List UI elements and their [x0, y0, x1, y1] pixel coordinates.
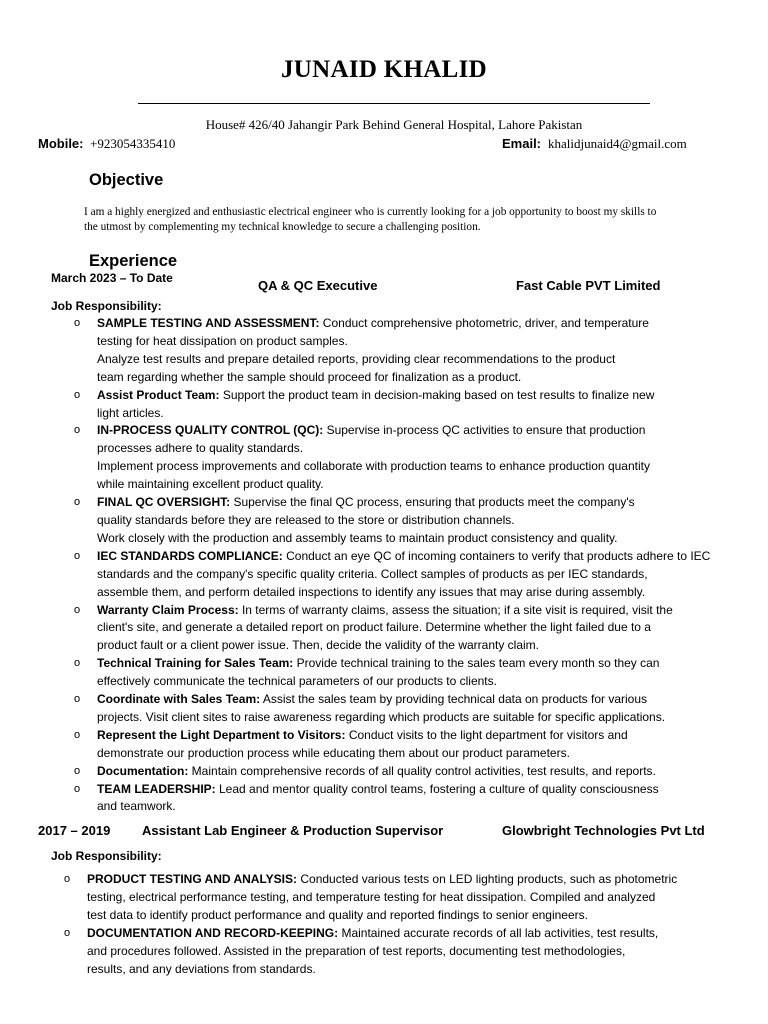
list-item — [64, 925, 757, 979]
list-item-lead: Represent the Light Department to Visitors: — [97, 727, 346, 742]
list-item-line — [97, 763, 757, 781]
address: House# 426/40 Jahangir Park Behind General Hospital, Lahore Pakistan — [205, 117, 583, 132]
candidate-name: JUNAID KHALID — [281, 56, 487, 83]
list-item — [74, 691, 757, 727]
list-item-text: Support the product team in decision-making based on test results to finalize new — [219, 387, 655, 402]
list-item-text: Maintain comprehensive records of all quality control activities, test results, and reports. — [188, 763, 656, 778]
list-item-line: Work closely with the production and assembly teams to maintain product consistency and quality. — [97, 530, 618, 545]
list-item-line — [97, 691, 757, 709]
list-item-line: projects. Visit client sites to raise awareness regarding which products are suitable for specific applications. — [97, 709, 666, 724]
list-item-line: quality standards before they are released to the store or distribution channels. — [97, 512, 515, 527]
list-item-line — [97, 602, 757, 620]
bullet-icon: o — [74, 693, 81, 706]
bullet-icon: o — [74, 657, 81, 670]
list-item-lead: Warranty Claim Process: — [97, 602, 239, 617]
job1-company: Fast Cable PVT Limited — [516, 278, 661, 293]
job2-responsibilities — [64, 871, 757, 978]
email-label: Email: — [502, 136, 542, 151]
list-item-line: effectively communicate the technical parameters of our products to clients. — [97, 674, 497, 689]
list-item-line: and teamwork. — [97, 799, 176, 814]
bullet-icon: o — [74, 388, 81, 401]
list-item-line: product fault or a client power issue. Then, decide the validity of the warranty claim. — [97, 638, 540, 653]
list-item-lead: TEAM LEADERSHIP: — [97, 781, 216, 796]
bullet-icon: o — [74, 603, 81, 616]
list-item-text: Supervise the final QC process, ensuring that products meet the company's — [230, 495, 635, 510]
list-item-line: and procedures followed. Assisted in the preparation of test reports, documenting test methodologies, — [87, 943, 626, 958]
list-item — [74, 494, 757, 548]
list-item-line — [87, 871, 757, 889]
list-item-line — [97, 422, 757, 440]
bullet-icon: o — [64, 873, 71, 885]
list-item-line — [97, 727, 757, 745]
list-item-line: while maintaining excellent product quality. — [97, 477, 324, 492]
list-item — [74, 727, 757, 763]
list-item-lead: IN-PROCESS QUALITY CONTROL (QC): — [97, 423, 324, 438]
list-item-line: testing for heat dissipation on product samples. — [97, 333, 348, 348]
list-item-line: Analyze test results and prepare detailed reports, providing clear recommendations to the product — [97, 351, 616, 366]
list-item-text: Provide technical training to the sales team every month so they can — [293, 656, 660, 671]
experience-heading: Experience — [89, 252, 178, 270]
list-item-line: client's site, and generate a detailed report on product failure. Determine whether the light failed due to a — [97, 620, 651, 635]
list-item-line — [97, 781, 757, 799]
list-item-line — [97, 494, 757, 512]
list-item — [74, 387, 757, 423]
objective-heading: Objective — [89, 171, 164, 189]
job2-dates: 2017 – 2019 — [38, 823, 111, 838]
list-item-lead: Coordinate with Sales Team: — [97, 692, 261, 707]
list-item-text: Assist the sales team by providing technical data on products for various — [260, 692, 648, 707]
list-item-text: Supervise in-process QC activities to ensure that production — [323, 423, 646, 438]
list-item-line — [97, 548, 757, 566]
list-item-lead: PRODUCT TESTING AND ANALYSIS: — [87, 872, 298, 886]
bullet-icon: o — [74, 782, 81, 795]
list-item-lead: SAMPLE TESTING AND ASSESSMENT: — [97, 316, 320, 330]
list-item-lead: Technical Training for Sales Team: — [97, 656, 294, 671]
list-item-text: Conduct comprehensive photometric, driver, and temperature — [319, 316, 649, 330]
list-item-text: Conduct visits to the light department for visitors and — [345, 727, 628, 742]
objective-line: I am a highly energized and enthusiastic electrical engineer who is currently looking for a job opportunity to boost my skills to — [84, 206, 657, 218]
list-item — [74, 781, 757, 817]
bullet-icon: o — [74, 764, 81, 777]
list-item-line: light articles. — [97, 405, 164, 420]
list-item-line — [97, 315, 757, 333]
job1-responsibilities — [74, 315, 757, 816]
list-item — [64, 871, 757, 925]
list-item-line — [87, 925, 757, 943]
mobile-number: +923054335410 — [90, 136, 176, 151]
list-item-lead: IEC STANDARDS COMPLIANCE: — [97, 548, 283, 563]
list-item-line: testing, electrical performance testing, and temperature testing for heat dissipation. Compiled and analyzed — [87, 889, 656, 904]
list-item-line: demonstrate our production process while educating them about our product parameters. — [97, 745, 570, 760]
list-item-line — [97, 655, 757, 673]
list-item — [74, 602, 757, 656]
list-item — [74, 315, 757, 387]
job2-title: Assistant Lab Engineer & Production Supervisor — [142, 823, 444, 838]
list-item-text: Maintained accurate records of all lab activities, test results, — [338, 925, 659, 940]
bullet-icon: o — [74, 549, 81, 562]
list-item-line: test data to identify product performance and quality and reported findings to senior engineers. — [87, 907, 588, 922]
bullet-icon: o — [74, 496, 81, 509]
list-item-line — [97, 387, 757, 405]
list-item-text: Conducted various tests on LED lighting products, such as photometric — [297, 872, 678, 886]
bullet-icon: o — [64, 926, 71, 939]
header-divider — [138, 103, 650, 104]
list-item-lead: Documentation: — [97, 763, 189, 778]
list-item-text: Lead and mentor quality control teams, fostering a culture of quality consciousness — [215, 781, 659, 796]
list-item — [74, 422, 757, 494]
list-item-lead: Assist Product Team: — [97, 387, 220, 402]
bullet-icon: o — [74, 317, 81, 329]
job2-responsibility-label: Job Responsibility: — [51, 849, 162, 863]
list-item-text: Conduct an eye QC of incoming containers to verify that products adhere to IEC — [282, 548, 711, 563]
bullet-icon: o — [74, 728, 81, 741]
list-item-lead: FINAL QC OVERSIGHT: — [97, 495, 231, 510]
list-item-text: In terms of warranty claims, assess the situation; if a site visit is required, visit the — [238, 602, 673, 617]
objective-text — [84, 205, 744, 235]
list-item-line: results, and any deviations from standards. — [87, 961, 316, 976]
list-item-line: assemble them, and perform detailed inspections to identify any issues that may arise during assembly. — [97, 584, 646, 599]
job1-dates: March 2023 – To Date — [51, 271, 173, 285]
bullet-icon: o — [74, 424, 81, 437]
list-item-line: processes adhere to quality standards. — [97, 441, 304, 456]
list-item — [74, 548, 757, 602]
list-item — [74, 655, 757, 691]
objective-line: the utmost by complementing my technical knowledge to secure a challenging position. — [84, 221, 481, 233]
list-item-line: standards and the company's specific quality criteria. Collect samples of products as per IEC standards, — [97, 566, 648, 581]
list-item — [74, 763, 757, 781]
job1-title: QA & QC Executive — [258, 278, 378, 293]
mobile-label: Mobile: — [38, 136, 84, 151]
job2-company: Glowbright Technologies Pvt Ltd — [502, 823, 705, 838]
job1-responsibility-label: Job Responsibility: — [51, 299, 162, 313]
list-item-line: Implement process improvements and collaborate with production teams to enhance production quantity — [97, 459, 650, 474]
email-address: khalidjunaid4@gmail.com — [548, 136, 687, 151]
list-item-lead: DOCUMENTATION AND RECORD-KEEPING: — [87, 925, 339, 940]
list-item-line: team regarding whether the sample should proceed for finalization as a product. — [97, 369, 522, 384]
